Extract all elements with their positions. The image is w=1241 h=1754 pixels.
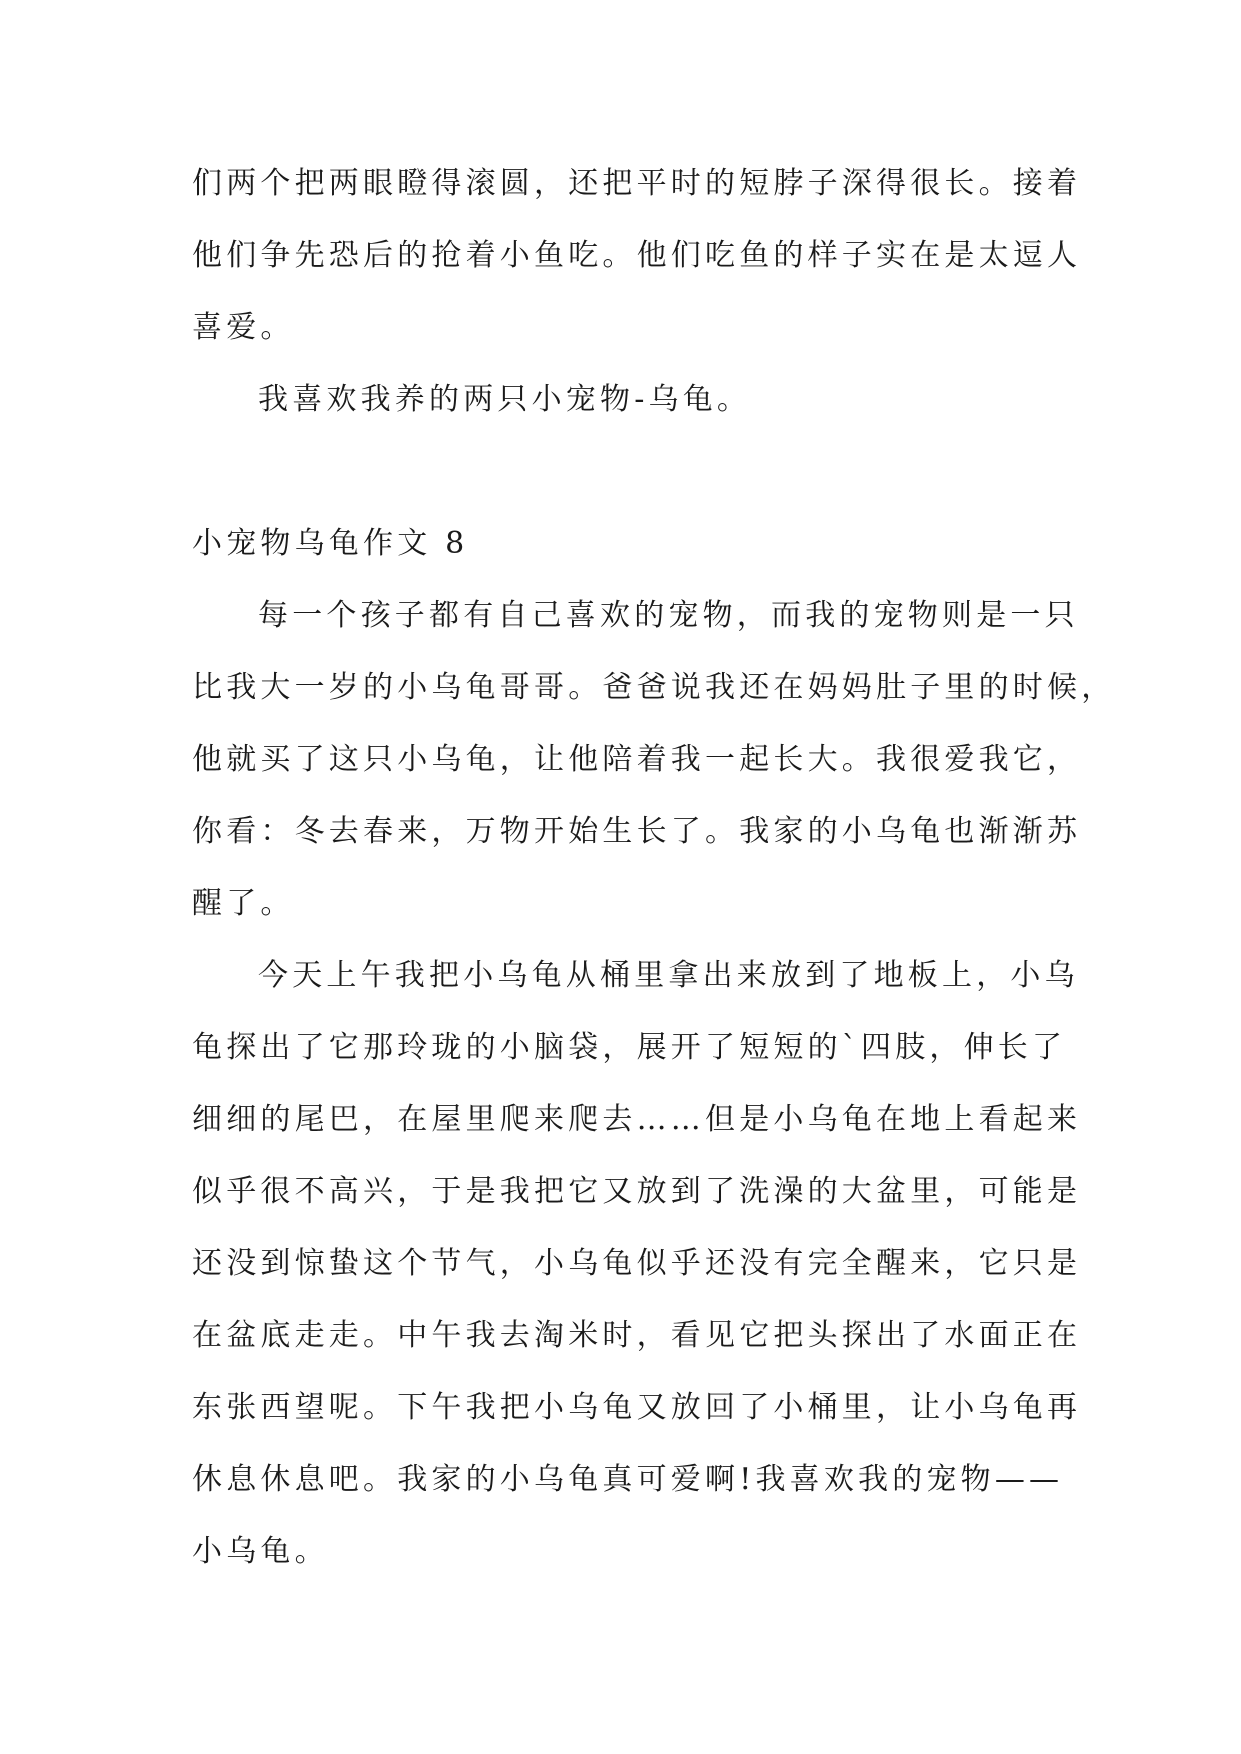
text-line: 休息休息吧。我家的小乌龟真可爱啊!我喜欢我的宠物—— (192, 1462, 1064, 1497)
text-line: 细细的尾巴，在屋里爬来爬去……但是小乌龟在地上看起来 (192, 1102, 1082, 1137)
text-line: 比我大一岁的小乌龟哥哥。爸爸说我还在妈妈肚子里的时候， (192, 670, 1116, 705)
section-title: 小宠物乌龟作文 8 (192, 526, 469, 561)
text-line: 你看：冬去春来，万物开始生长了。我家的小乌龟也渐渐苏 (192, 814, 1082, 849)
text-line: 在盆底走走。中午我去淘米时，看见它把头探出了水面正在 (192, 1318, 1082, 1353)
text-line: 他们争先恐后的抢着小鱼吃。他们吃鱼的样子实在是太逗人 (192, 238, 1082, 273)
text-line: 小乌龟。 (192, 1534, 329, 1569)
text-line: 东张西望呢。下午我把小乌龟又放回了小桶里，让小乌龟再 (192, 1390, 1082, 1425)
text-line: 似乎很不高兴，于是我把它又放到了洗澡的大盆里，可能是 (192, 1174, 1082, 1209)
paragraph-2 (192, 952, 1082, 1576)
document-body (192, 160, 1116, 1600)
closing-line: 我喜欢我养的两只小宠物-乌龟。 (258, 382, 752, 417)
text-line: 每一个孩子都有自己喜欢的宠物，而我的宠物则是一只 (258, 598, 1079, 633)
text-line: 他就买了这只小乌龟，让他陪着我一起长大。我很爱我它， (192, 742, 1082, 777)
text-line: 醒了。 (192, 886, 295, 921)
text-line: 们两个把两眼瞪得滚圆，还把平时的短脖子深得很长。接着 (192, 166, 1082, 201)
section-gap (192, 448, 1072, 520)
text-line: 喜爱。 (192, 310, 295, 345)
text-line: 今天上午我把小乌龟从桶里拿出来放到了地板上，小乌 (258, 958, 1079, 993)
text-line: 还没到惊蛰这个节气，小乌龟似乎还没有完全醒来，它只是 (192, 1246, 1082, 1281)
top-paragraph (192, 160, 1082, 352)
paragraph-1 (192, 592, 1116, 928)
text-line: 龟探出了它那玲珑的小脑袋，展开了短短的`四肢，伸长了 (192, 1030, 1067, 1065)
